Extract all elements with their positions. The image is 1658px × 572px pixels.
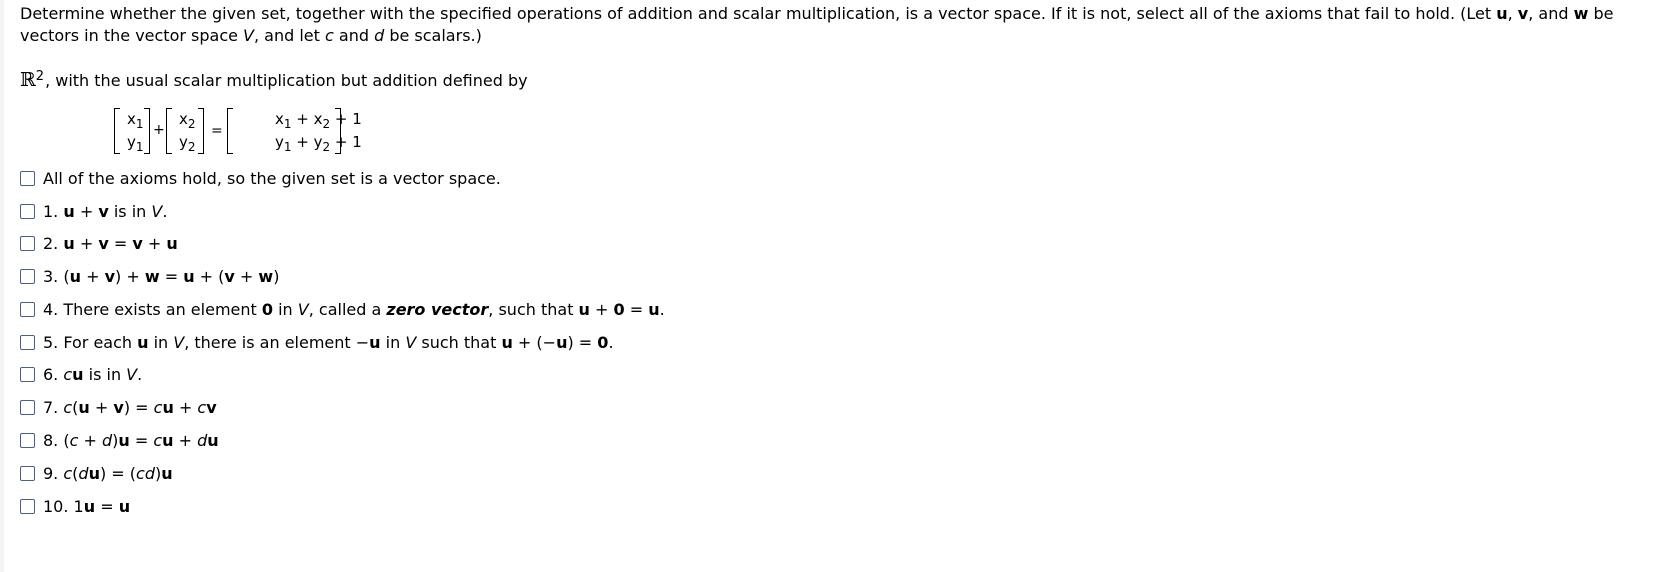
checkbox[interactable] bbox=[20, 466, 35, 481]
option-label: 7. c(u + v) = cu + cv bbox=[43, 398, 217, 417]
option-label: 5. For each u in V, there is an element −u in V such that u + (−u) = 0. bbox=[43, 333, 614, 352]
option-label: 6. cu is in V. bbox=[43, 365, 143, 384]
plus-operator: + bbox=[153, 122, 165, 138]
option-label: 10. 1u = u bbox=[43, 497, 131, 516]
equals-operator: = bbox=[211, 123, 223, 139]
checkbox[interactable] bbox=[20, 499, 35, 514]
checkbox[interactable] bbox=[20, 433, 35, 448]
checkbox[interactable] bbox=[20, 302, 35, 317]
matrix-result: $x_1 + x_2 + 1$ $y_1 + y_2 + 1$ bbox=[227, 106, 341, 156]
checkbox[interactable] bbox=[20, 171, 35, 186]
checkbox[interactable] bbox=[20, 204, 35, 219]
left-border bbox=[0, 0, 4, 572]
option-label: 1. u + v is in V. bbox=[43, 202, 168, 221]
checkbox[interactable] bbox=[20, 269, 35, 284]
checkbox[interactable] bbox=[20, 236, 35, 251]
question-prompt: Determine whether the given set, together with the specified operations of addition and scalar multiplication, is a vector space. If it is not, select all of the axioms that fail to hold. (Let u, v, and w be vectors in the vector space V, and let c and d be scalars.) bbox=[20, 4, 1614, 45]
checkbox[interactable] bbox=[20, 400, 35, 415]
option-label: 2. u + v = v + u bbox=[43, 234, 178, 253]
option-label: 8. (c + d)u = cu + du bbox=[43, 431, 219, 450]
set-definition: ℝ$^2$, with the usual scalar multiplication but addition defined by bbox=[20, 69, 528, 91]
checkbox[interactable] bbox=[20, 335, 35, 350]
option-label: All of the axioms hold, so the given set is a vector space. bbox=[43, 169, 501, 188]
checkbox[interactable] bbox=[20, 367, 35, 382]
option-label: 3. (u + v) + w = u + (v + w) bbox=[43, 267, 280, 286]
matrix-x1-y1: $x_1$ $y_1$ bbox=[114, 106, 150, 156]
option-label: 4. There exists an element 0 in V, called a zero vector, such that u + 0 = u. bbox=[43, 300, 665, 319]
matrix-x2-y2: $x_2$ $y_2$ bbox=[166, 106, 204, 156]
option-label: 9. c(du) = (cd)u bbox=[43, 464, 173, 483]
real-numbers-symbol: ℝ bbox=[20, 69, 36, 91]
